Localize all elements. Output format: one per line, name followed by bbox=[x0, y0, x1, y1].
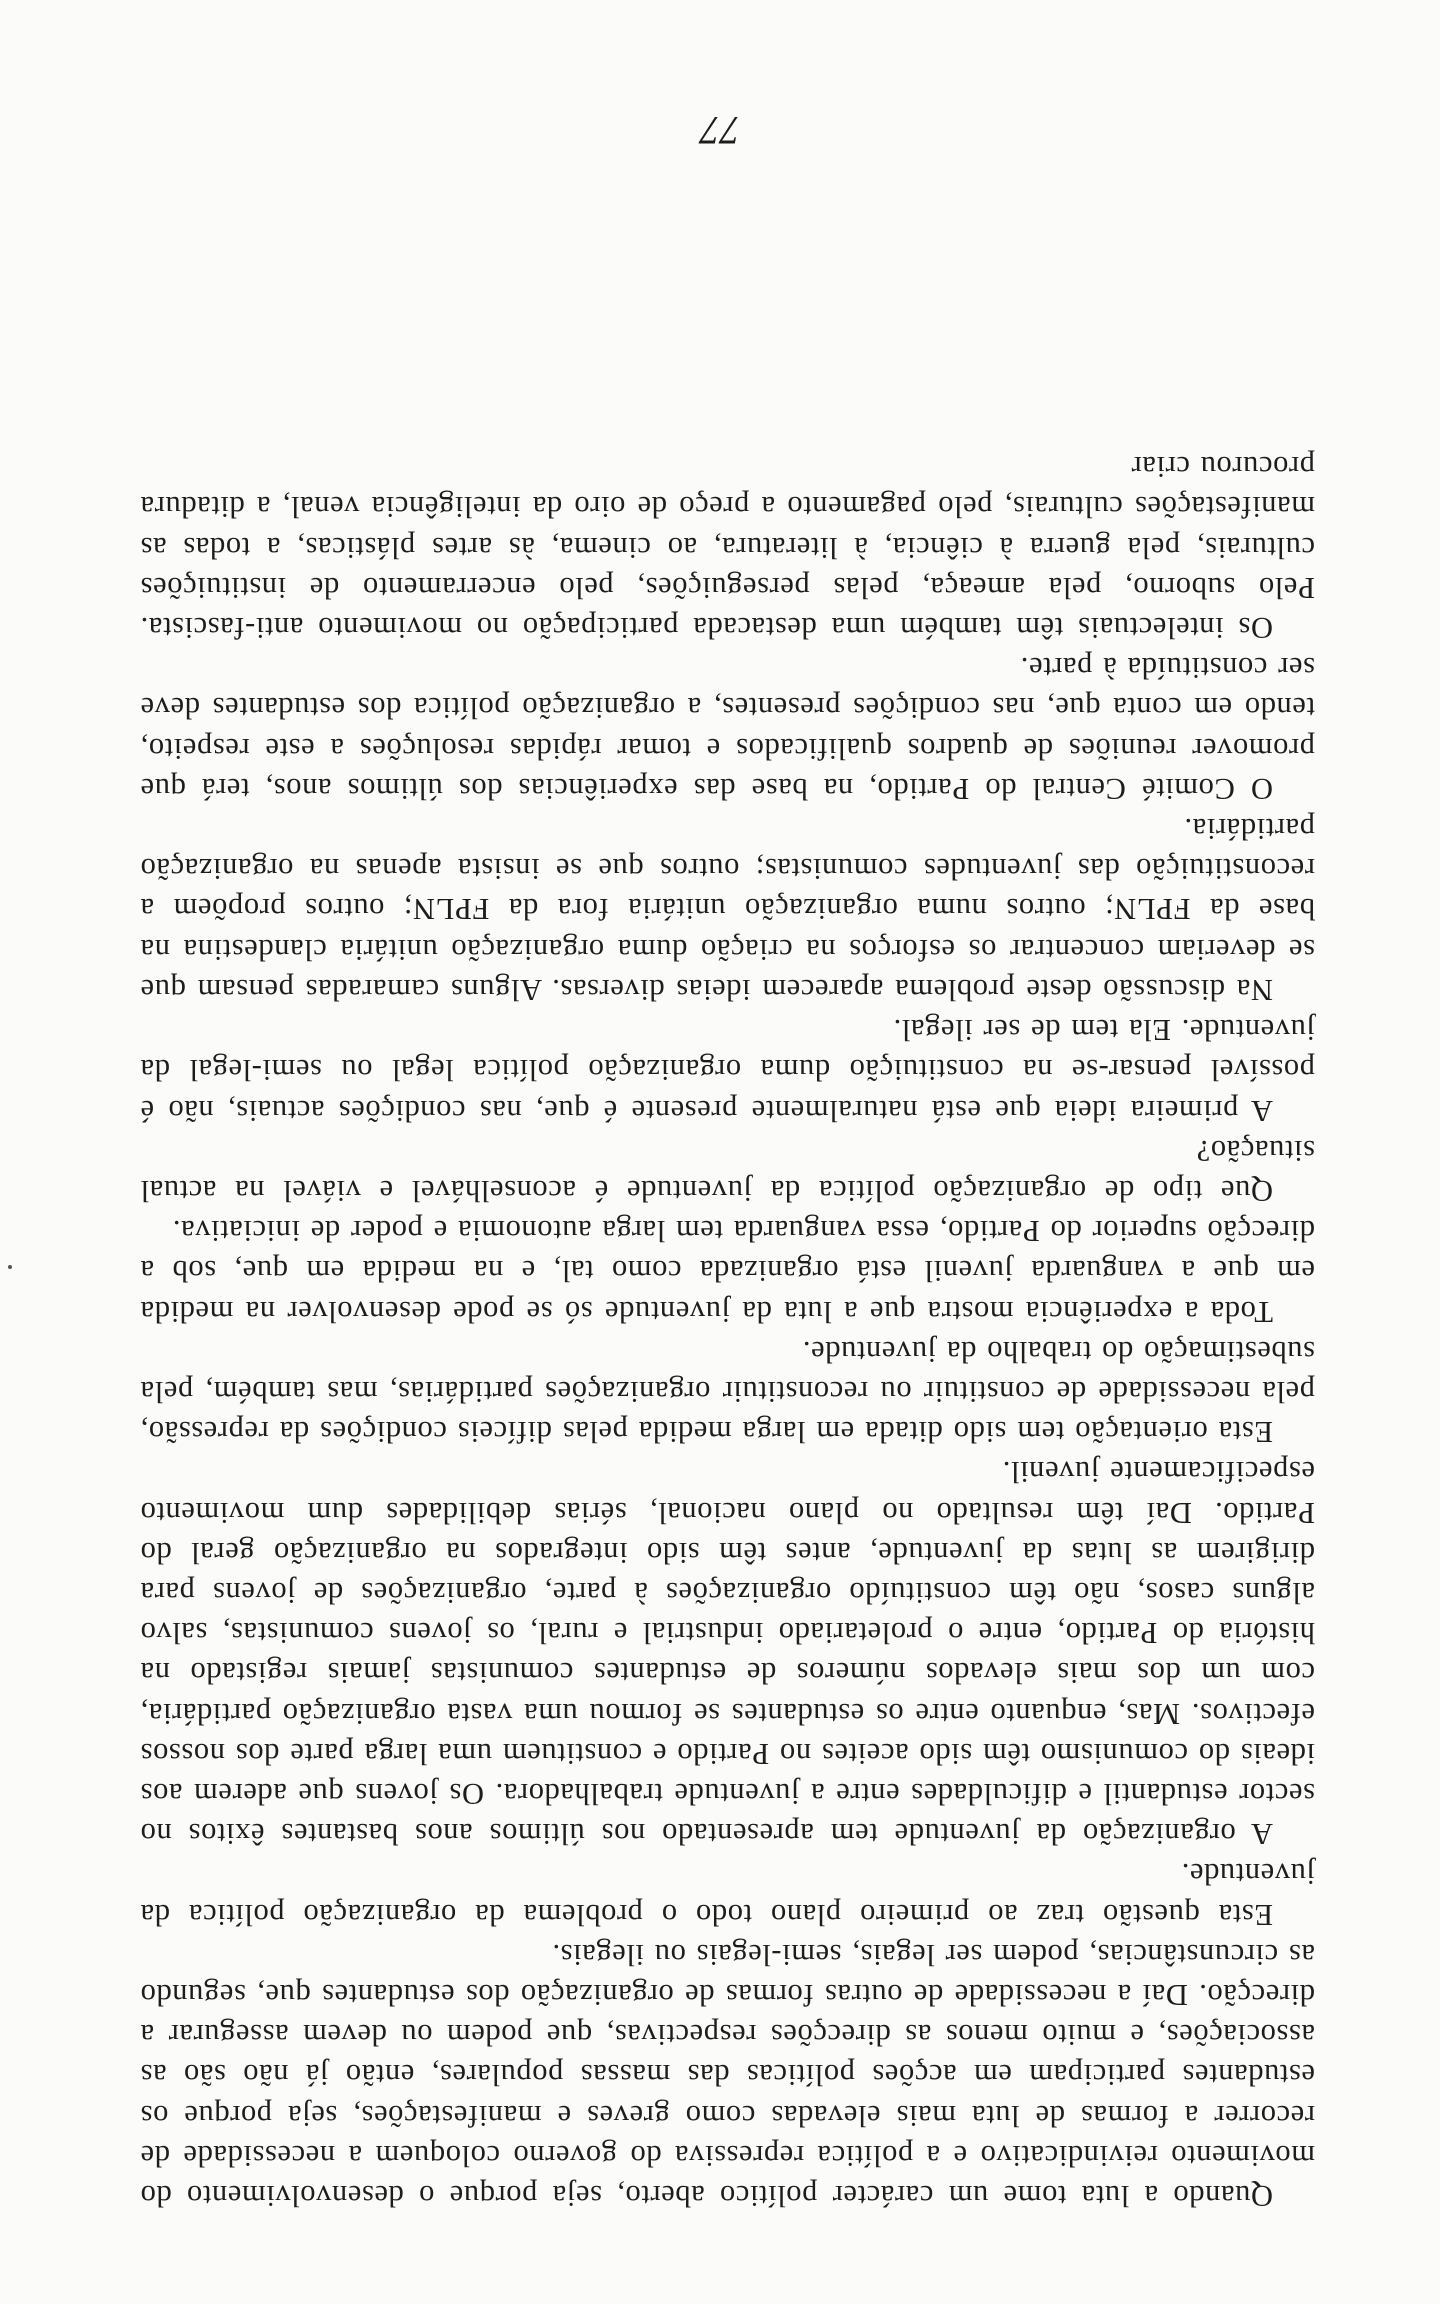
paragraph-8: Na discussão deste problema aparecem ideias diversas. Alguns camaradas pensam que se deveriam concentrar os esforços na criação duma organização unitária clandestina na base da FPLN; outros numa organização unitária fora da FPLN; outros propõem a reconstituição das juventudes comunistas; outros que se insista apenas na organização partidária. bbox=[140, 812, 1315, 1007]
paragraph-1: Quando a luta tome um carácter político aberto, seja porque o desenvolvimento do movimento reivindicativo e a política repressiva do governo coloquem a necessidade de recorrer a formas de luta mais elevadas como greves e manifestações, seja porque os estudantes participam em acções políticas das massas populares, então já não são as associações, e muito menos as direcções respectivas, que podem ou devem assegurar a direcção. Daí a necessidade de outras formas de organização dos estudantes que, segundo as circunstâncias, podem ser legais, semi-legais ou ilegais. bbox=[140, 1937, 1315, 2213]
paragraph-10: Os intelectuais têm também uma destacada participação no movimento anti-fascista. Pelo suborno, pela ameaça, pelas perseguições, pelo encerramento de instituições culturais, pela guerra à ciência, à literatura, ao cinema, às artes plásticas, a todas as manifestações culturais, pelo pagamento a preço de oiro da inteligência venal, a ditadura procurou criar bbox=[140, 450, 1315, 646]
page-number: 77 bbox=[700, 108, 740, 153]
paragraph-6: Que tipo de organização política da juventude é aconselhável e viável na actual situação? bbox=[140, 1133, 1315, 1208]
scan-speck bbox=[8, 1265, 12, 1269]
paragraph-2: Esta questão traz ao primeiro plano todo o problema da organização política da juventude. bbox=[140, 1857, 1315, 1932]
paragraph-5: Toda a experiência mostra que a luta da juventude só se pode desenvolver na medida em que a vanguarda juvenil está organizada como tal, e na medida em que, sob a direcção superior do Partido, essa vanguarda tem larga autonomia e poder de iniciativa. bbox=[140, 1214, 1315, 1329]
paragraph-4: Esta orientação tem sido ditada em larga medida pelas difíceis condições da repressão, pela necessidade de constituir ou reconstituir organizações partidárias, mas também, pela subestimação do trabalho da juventude. bbox=[140, 1334, 1315, 1450]
paragraph-9: O Comité Central do Partido, na base das experiências dos últimos anos, terá que promover reuniões de quadros qualificados e tomar rápidas resoluções a este respeito, tendo em conta que, nas condições presentes, a organização política dos estudantes deve ser constituída à parte. bbox=[140, 651, 1315, 806]
paragraph-3: A organização da juventude tem apresentado nos últimos anos bastantes êxitos no sector estudantil e dificuldades entre a juventude trabalhadora. Os jovens que aderem aos ideais do comunismo têm sido aceites no Partido e constituem uma larga parte dos nossos efectivos. Mas, enquanto entre os estudantes se formou uma vasta organização partidária, com um dos mais elevados números de estudantes comunistas jamais registado na história do Partido, entre o proletariado industrial e rural, os jovens comunistas, salvo alguns casos, não têm constituído organizações à parte, organizações de jovens para dirigirem as lutas da juventude, antes têm sido integrados na organização geral do Partido. Daí têm resultado no plano nacional, sérias debilidades dum movimento especificamente juvenil. bbox=[140, 1455, 1315, 1852]
paragraph-7: A primeira ideia que está naturalmente presente é que, nas condições actuais, não é possível pensar-se na constituição duma organização política legal ou semi-legal da juventude. Ela tem de ser ilegal. bbox=[140, 1013, 1315, 1128]
body-text bbox=[140, 447, 1315, 2216]
